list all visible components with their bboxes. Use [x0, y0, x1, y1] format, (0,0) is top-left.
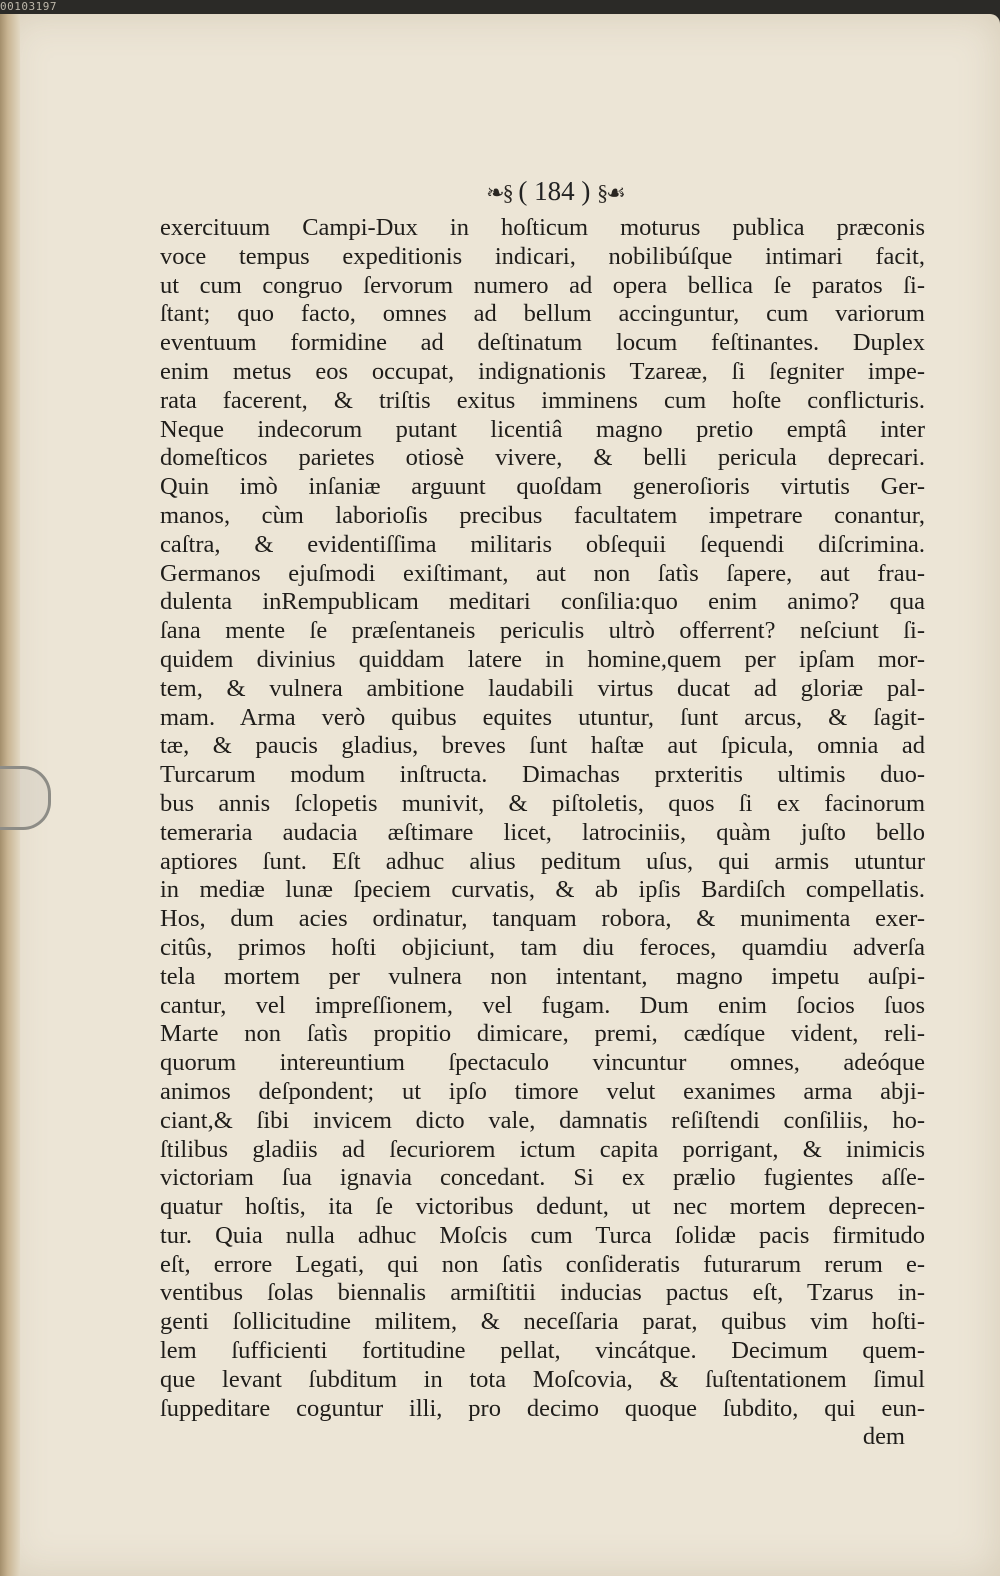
text-line: ventibus ſolas biennalis armiſtitii inducias pactus eſt, Tzarus in-: [160, 1279, 925, 1307]
text-line: enim metus eos occupat, indignationis Tzareæ, ſi ſegniter impe-: [160, 357, 925, 385]
text-line: quorum intereuntium ſpectaculo vincuntur omnes, adeóque: [160, 1049, 925, 1077]
text-line: caſtra, & evidentiſſima militaris obſequii ſequendi diſcrimina.: [160, 530, 925, 558]
text-line: manos, cùm laborioſis precibus facultatem impetrare conantur,: [160, 501, 925, 529]
text-line: victoriam ſua ignavia concedant. Si ex prælio fugientes aſſe-: [160, 1164, 925, 1192]
text-line: ciant,& ſibi invicem dicto vale, damnatis reſiſtendi conſiliis, ho-: [160, 1106, 925, 1134]
page-clip-icon: [0, 766, 51, 830]
text-line: ſuppeditare coguntur illi, pro decimo quoque ſubdito, qui eun-: [160, 1394, 925, 1422]
text-line: rata facerent, & triſtis exitus imminens cum hoſte conflicturis.: [160, 386, 925, 414]
text-line: Germanos ejuſmodi exiſtimant, aut non ſatìs ſapere, aut frau-: [160, 559, 925, 587]
text-line: in mediæ lunæ ſpeciem curvatis, & ab ipſis Bardiſch compellatis.: [160, 876, 925, 904]
text-line: temeraria audacia æſtimare licet, latrociniis, quàm juſto bello: [160, 818, 925, 846]
text-line: dulenta inRempublicam meditari conſilia:quo enim animo? qua: [160, 588, 925, 616]
text-line: quidem divinius quiddam latere in homine,quem per ipſam mor-: [160, 645, 925, 673]
scan-id: 00103197: [0, 0, 57, 13]
text-line: que levant ſubditum in tota Moſcovia, & ſuſtentationem ſimul: [160, 1365, 925, 1393]
text-line: voce tempus expeditionis indicari, nobilibúſque intimari facit,: [160, 242, 925, 270]
text-line: domeſticos parietes otiosè vivere, & belli pericula deprecari.: [160, 444, 925, 472]
text-line: genti ſollicitudine militem, & neceſſaria parat, quibus vim hoſti-: [160, 1308, 925, 1336]
text-line: citûs, primos hoſti objiciunt, tam diu feroces, quamdiu adverſa: [160, 933, 925, 961]
text-line: ut cum congruo ſervorum numero ad opera bellica ſe paratos ſi-: [160, 271, 925, 299]
text-line: tem, & vulnera ambitione laudabili virtus ducat ad gloriæ pal-: [160, 674, 925, 702]
page-header: [450, 176, 660, 207]
text-line: tur. Quia nulla adhuc Moſcis cum Turca ſolidæ pacis firmitudo: [160, 1221, 925, 1249]
text-line: eſt, errore Legati, qui non ſatìs conſideratis futurarum rerum e-: [160, 1250, 925, 1278]
text-line: quatur hoſtis, ita ſe victoribus dedunt, ut nec mortem deprecen-: [160, 1193, 925, 1221]
text-line: bus annis ſclopetis munivit, & piſtoletis, quos ſi ex facinorum: [160, 789, 925, 817]
text-line: tæ, & paucis gladius, breves ſunt haſtæ aut ſpicula, omnia ad: [160, 732, 925, 760]
body-text: [160, 214, 925, 1452]
text-line: Neque indecorum putant licentiâ magno pretio emptâ inter: [160, 415, 925, 443]
catchword: dem: [862, 1423, 905, 1451]
text-line: Turcarum modum inſtructa. Dimachas prxteritis ultimis duo-: [160, 761, 925, 789]
text-line: aptiores ſunt. Eſt adhuc alius peditum uſus, qui armis utuntur: [160, 847, 925, 875]
text-line: tela mortem per vulnera non intentant, magno impetu auſpi-: [160, 962, 925, 990]
text-line: Marte non ſatìs propitio dimicare, premi, cædíque vident, reli-: [160, 1020, 925, 1048]
text-line: mam. Arma verò quibus equites utuntur, ſunt arcus, & ſagit-: [160, 703, 925, 731]
text-line: ſtilibus gladiis ad ſecuriorem ictum capita porrigant, & inimicis: [160, 1135, 925, 1163]
text-line: eventuum formidine ad deſtinatum locum feſtinantes. Duplex: [160, 329, 925, 357]
header-ornament-left-icon: ❧§: [486, 180, 512, 205]
text-line: lem ſufficienti fortitudine pellat, vincátque. Decimum quem-: [160, 1337, 925, 1365]
header-ornament-right-icon: §☙: [597, 180, 624, 205]
text-line: Quin imò inſaniæ arguunt quoſdam generoſioris virtutis Ger-: [160, 473, 925, 501]
text-line: cantur, vel impreſſionem, vel fugam. Dum enim ſocios ſuos: [160, 991, 925, 1019]
page-number: ( 184 ): [518, 176, 591, 206]
text-line: ſtant; quo facto, omnes ad bellum accinguntur, cum variorum: [160, 300, 925, 328]
text-line: animos deſpondent; ut ipſo timore velut exanimes arma abji-: [160, 1077, 925, 1105]
text-line: ſana mente ſe præſentaneis periculis ultrò offerrent? neſciunt ſi-: [160, 617, 925, 645]
text-line: exercituum Campi-Dux in hoſticum moturus publica præconis: [160, 214, 925, 241]
text-line: Hos, dum acies ordinatur, tanquam robora, & munimenta exer-: [160, 905, 925, 933]
